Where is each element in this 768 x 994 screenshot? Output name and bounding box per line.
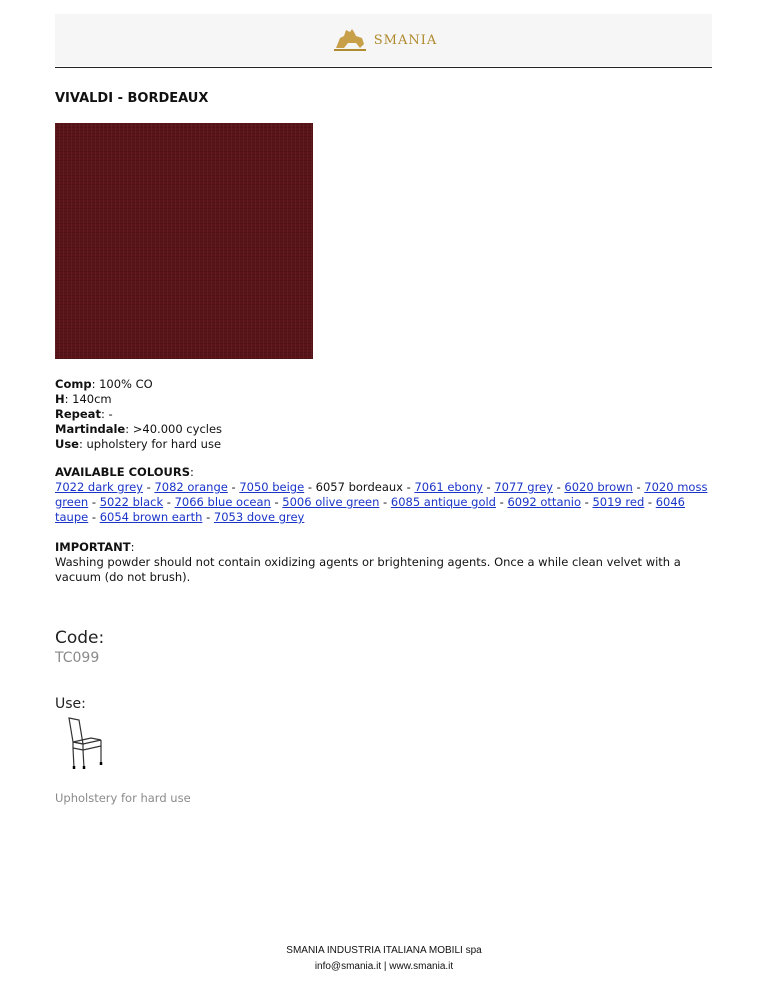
- colour-link[interactable]: 7082 orange: [154, 480, 228, 494]
- colour-current: 6057 bordeaux: [315, 480, 403, 494]
- brand-name: SMANIA: [373, 32, 438, 48]
- colours-label: AVAILABLE COLOURS: [55, 465, 190, 479]
- page-footer: [0, 943, 768, 975]
- colour-list: 7022 dark grey - 7082 orange - 7050 beige - 6057 bordeaux - 7061 ebony - 7077 grey - 6020 brown - 7020 moss green - 5022 black - 7066 blue ocean - 5006 olive green - 6085 antique gold - 6092 ottanio - 5019 red - 6046 taupe - 6054 brown earth - 7053 dove grey: [55, 480, 708, 524]
- spec-list: [55, 377, 222, 452]
- footer-company: SMANIA INDUSTRIA ITALIANA MOBILI spa: [286, 945, 482, 956]
- colour-link[interactable]: 6085 antique gold: [390, 495, 496, 509]
- important-text: Washing powder should not contain oxidizing agents or brightening agents. Once a while clean velvet with a vacuum (do not brush).: [55, 555, 681, 584]
- colour-link[interactable]: 6054 brown earth: [99, 510, 203, 524]
- colour-link[interactable]: 6046 taupe: [55, 495, 686, 524]
- colour-link[interactable]: 7077 grey: [494, 480, 553, 494]
- spec-repeat: Repeat: -: [55, 407, 113, 421]
- brand-logo[interactable]: [330, 26, 438, 54]
- product-title: VIVALDI - BORDEAUX: [55, 91, 209, 106]
- use-description: Upholstery for hard use: [55, 791, 191, 805]
- code-label: Code:: [55, 628, 105, 648]
- use-label: Use:: [55, 696, 86, 712]
- spec-martindale: Martindale: >40.000 cycles: [55, 422, 223, 436]
- important-label: IMPORTANT: [55, 540, 131, 554]
- horse-logo-icon: [330, 26, 370, 54]
- spec-height: H: 140cm: [55, 392, 112, 406]
- colour-link[interactable]: 7066 blue ocean: [174, 495, 271, 509]
- spec-comp: Comp: 100% CO: [55, 377, 153, 391]
- colour-link[interactable]: 5006 olive green: [282, 495, 380, 509]
- colour-link[interactable]: 5022 black: [99, 495, 164, 509]
- spec-use: Use: upholstery for hard use: [55, 437, 222, 451]
- fabric-swatch-image: [55, 123, 313, 359]
- colour-link[interactable]: 7020 moss green: [55, 480, 708, 509]
- colour-link[interactable]: 7061 ebony: [414, 480, 483, 494]
- colour-link[interactable]: 7050 beige: [239, 480, 305, 494]
- colour-link[interactable]: 5019 red: [592, 495, 645, 509]
- header-divider: [55, 67, 712, 68]
- footer-contact[interactable]: info@smania.it | www.smania.it: [314, 961, 454, 972]
- colour-link[interactable]: 6092 ottanio: [507, 495, 582, 509]
- colour-link[interactable]: 6020 brown: [564, 480, 633, 494]
- important-note: IMPORTANT: Washing powder should not contain oxidizing agents or brightening agents. Once a while clean velvet with a vacuum (do not brush).: [55, 540, 715, 585]
- colour-link[interactable]: 7053 dove grey: [213, 510, 305, 524]
- chair-icon: [63, 716, 109, 770]
- page-header: [55, 14, 712, 66]
- colour-link[interactable]: 7022 dark grey: [55, 480, 143, 494]
- code-value: TC099: [55, 650, 100, 666]
- available-colours: AVAILABLE COLOURS: 7022 dark grey - 7082 orange - 7050 beige - 6057 bordeaux - 7061 ebony - 7077 grey - 6020 brown - 7020 moss green - 5022 black - 7066 blue ocean - 5006 olive green - 6085 antique gold - 6092 ottanio - 5019 red - 6046 taupe - 6054 brown earth - 7053 dove grey: [55, 465, 715, 525]
